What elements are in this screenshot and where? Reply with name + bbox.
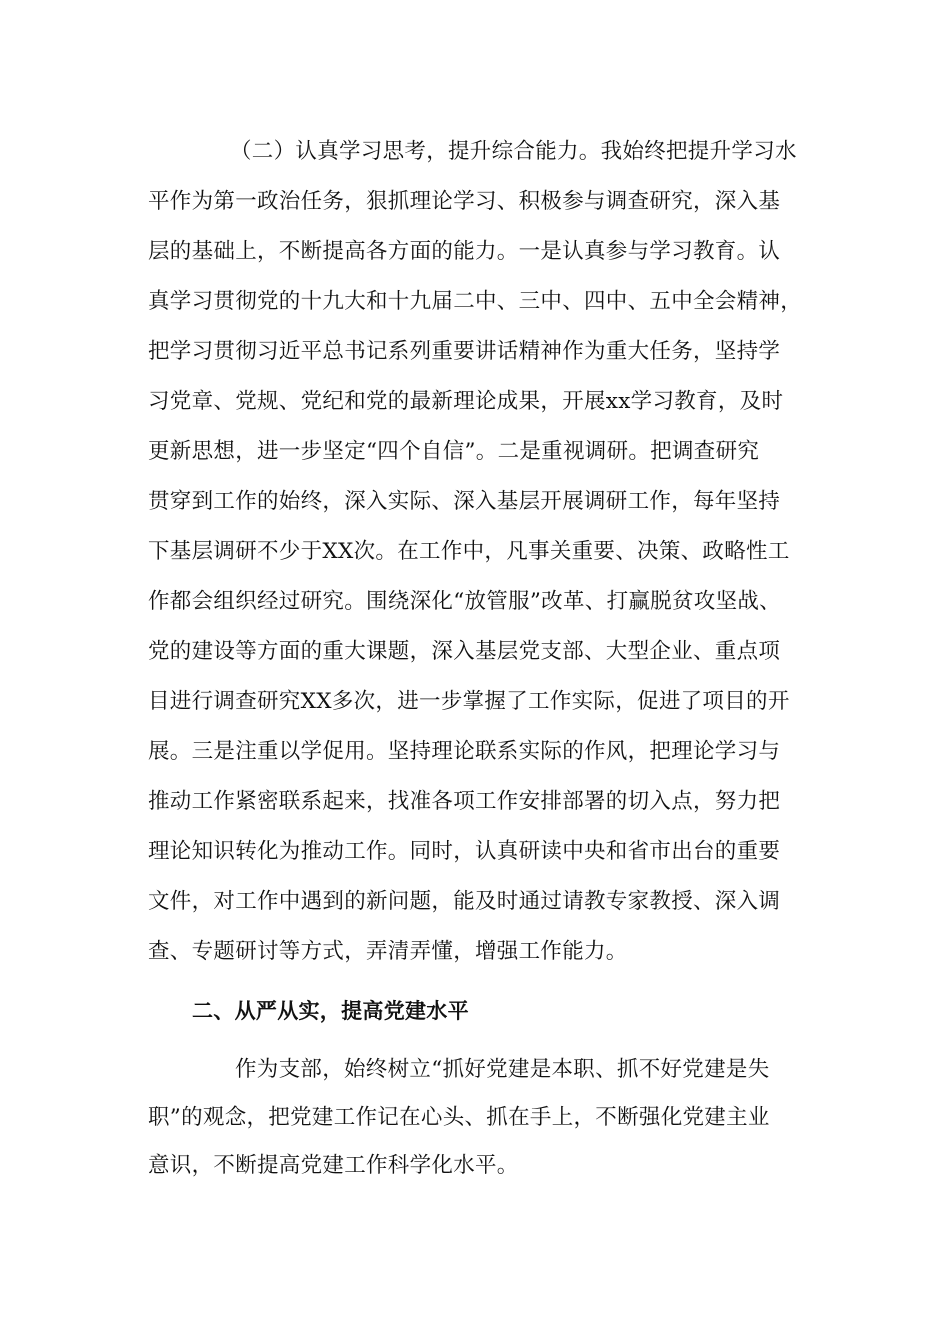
paragraph-line: 层的基础上，不断提高各方面的能力。一是认真参与学习教育。认 [148, 239, 781, 264]
paragraph-line: 更新思想，进一步坚定“四个自信”。二是重视调研。把调查研究 [148, 439, 760, 464]
paragraph-line: 把学习贯彻习近平总书记系列重要讲话精神作为重大任务，坚持学 [148, 339, 781, 364]
paragraph-line: 习党章、党规、党纪和党的最新理论成果，开展xx学习教育，及时 [148, 389, 784, 414]
paragraph-line: 贯穿到工作的始终，深入实际、深入基层开展调研工作，每年坚持 [148, 489, 781, 514]
paragraph-line: 平作为第一政治任务，狠抓理论学习、积极参与调查研究，深入基 [148, 189, 781, 214]
paragraph-line: 推动工作紧密联系起来，找准各项工作安排部署的切入点，努力把 [148, 789, 781, 814]
paragraph-line: 理论知识转化为推动工作。同时，认真研读中央和省市出台的重要 [148, 839, 781, 864]
section-heading: 二、从严从实，提高党建水平 [192, 999, 469, 1023]
paragraph-line: 作为支部，始终树立“抓好党建是本职、抓不好党建是失 [235, 1057, 770, 1082]
paragraph-line: 展。三是注重以学促用。坚持理论联系实际的作风，把理论学习与 [148, 739, 781, 764]
paragraph-line: 意识，不断提高党建工作科学化水平。 [148, 1153, 519, 1178]
paragraph-line: 党的建设等方面的重大课题，深入基层党支部、大型企业、重点项 [148, 639, 781, 664]
paragraph-line: 下基层调研不少于XX次。在工作中，凡事关重要、决策、政略性工 [148, 539, 790, 564]
paragraph-line: 作都会组织经过研究。围绕深化“放管服”改革、打赢脱贫攻坚战、 [148, 589, 781, 614]
paragraph-line: （二）认真学习思考，提升综合能力。我始终把提升学习水 [230, 139, 797, 164]
paragraph-line: 目进行调查研究XX多次，进一步掌握了工作实际，促进了项目的开 [148, 689, 790, 714]
paragraph-line: 真学习贯彻党的十九大和十九届二中、三中、四中、五中全会精神， [148, 289, 803, 314]
paragraph-line: 文件，对工作中遇到的新问题，能及时通过请教专家教授、深入调 [148, 889, 781, 914]
paragraph-line: 职”的观念，把党建工作记在心头、抓在手上，不断强化党建主业 [148, 1105, 770, 1130]
paragraph-line: 查、专题研讨等方式，弄清弄懂，增强工作能力。 [148, 939, 628, 964]
